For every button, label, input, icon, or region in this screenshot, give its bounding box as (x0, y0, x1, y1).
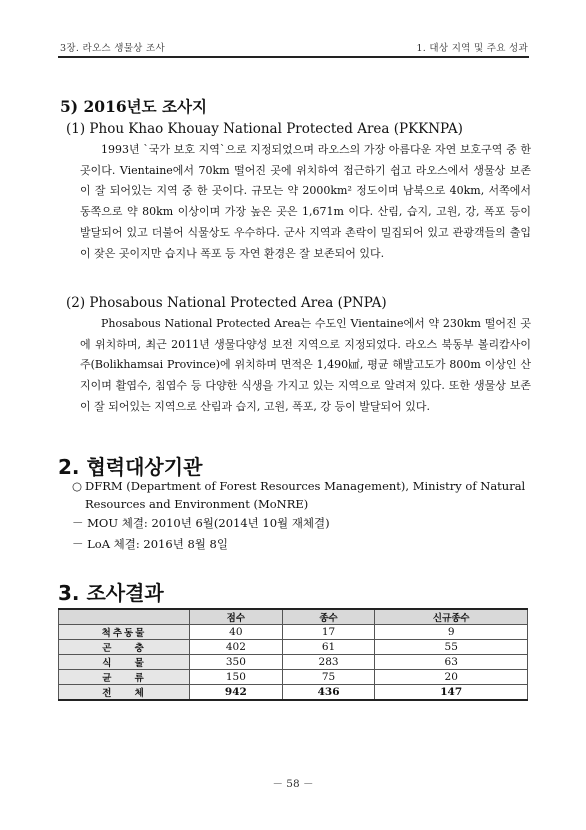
table-cell: 150 (190, 670, 283, 685)
area1-title: (1) Phou Khao Khouay National Protected Area (PKKNPA) (66, 121, 463, 137)
running-header-left: 3장. 라오스 생물상 조사 (60, 43, 165, 54)
table-cell: 55 (375, 640, 528, 655)
row-category: 식 물 (59, 655, 190, 670)
page-number: － 58 － (272, 778, 314, 790)
table-cell: 147 (375, 685, 528, 701)
table-row (59, 640, 528, 655)
row-category: 척추동물 (59, 625, 190, 640)
table-cell: 283 (282, 655, 375, 670)
table-cell: 63 (375, 655, 528, 670)
table-header-cell (59, 609, 190, 625)
table-cell: 20 (375, 670, 528, 685)
table-cell: 350 (190, 655, 283, 670)
table-cell: 436 (282, 685, 375, 701)
section-3-heading: 3. 조사결과 (58, 581, 164, 605)
table-cell: 40 (190, 625, 283, 640)
row-category: 곤 충 (59, 640, 190, 655)
table-cell: 402 (190, 640, 283, 655)
table-cell: 9 (375, 625, 528, 640)
bullet-line-2: Resources and Environment (MoNRE) (85, 497, 309, 511)
table-cell: 75 (282, 670, 375, 685)
table-header-row (59, 609, 528, 625)
results-table (58, 608, 528, 701)
mou-line: － MOU 체결: 2010년 6월(2014년 10월 재체결) (72, 516, 330, 530)
area1-paragraph: 1993년 `국가 보호 지역`으로 지정되었으며 라오스의 가장 아름다운 자연 보호구역 중 한곳이다. Vientaine에서 70km 떨어진 곳에 위치하여 접근하기 쉽고 라오스에서 생물상 보존이 잘 되어있는 지역 중 한 곳이다. 규모는 약 2000km² 정도이며 남북으로 40km, 서쪽에서 동쪽으로 약 80km 이상이며 가장 높은 곳은 1,671m 이다. 산림, 습지, 고원, 강, 폭포 등이 발달되어 있고 더불어 식물상도 우수하다. 군사 지역과 촌락이 밀집되어 있고 관광객들의 출입이 잦은 곳이지만 습지나 폭포 등 자연 환경은 잘 보존되어 있다. (80, 143, 531, 260)
table-row (59, 625, 528, 640)
area2-title: (2) Phosabous National Protected Area (PNPA) (66, 295, 387, 311)
bullet-item (72, 476, 525, 496)
bullet-line-1: DFRM (Department of Forest Resources Management), Ministry of Natural (85, 479, 526, 493)
bullet-circle-icon: ○ (72, 479, 83, 493)
section-5-heading: 5) 2016년도 조사지 (60, 97, 207, 116)
table-cell: 17 (282, 625, 375, 640)
header-rule (58, 56, 529, 58)
section-2-heading: 2. 협력대상기관 (58, 455, 203, 479)
table-header-cell: 종수 (282, 609, 375, 625)
table-cell: 942 (190, 685, 283, 701)
table-cell: 61 (282, 640, 375, 655)
row-category: 균 류 (59, 670, 190, 685)
table-total-row (59, 685, 528, 701)
table-row (59, 655, 528, 670)
loa-line: － LoA 체결: 2016년 8월 8일 (72, 537, 228, 551)
running-header-right: 1. 대상 지역 및 주요 성과 (416, 43, 528, 54)
area2-paragraph: Phosabous National Protected Area는 수도인 Vientaine에서 약 230km 떨어진 곳에 위치하며, 최근 2011년 생물다양성 보전 지역으로 지정되었다. 라오스 북동부 볼리캄사이주(Bolikhamsai Province)에 위치하며 면적은 1,490㎢, 평균 해발고도가 800m 이상인 산지이며 활엽수, 침엽수 등 다양한 식생을 가지고 있는 지역으로 알려져 있다. 또한 생물상 보존이 잘 되어있는 지역으로 산림과 습지, 고원, 폭포, 강 등이 발달되어 있다. (80, 317, 531, 413)
table-header-cell: 점수 (190, 609, 283, 625)
table-row (59, 670, 528, 685)
table-header-cell: 신규종수 (375, 609, 528, 625)
row-category: 전 체 (59, 685, 190, 701)
